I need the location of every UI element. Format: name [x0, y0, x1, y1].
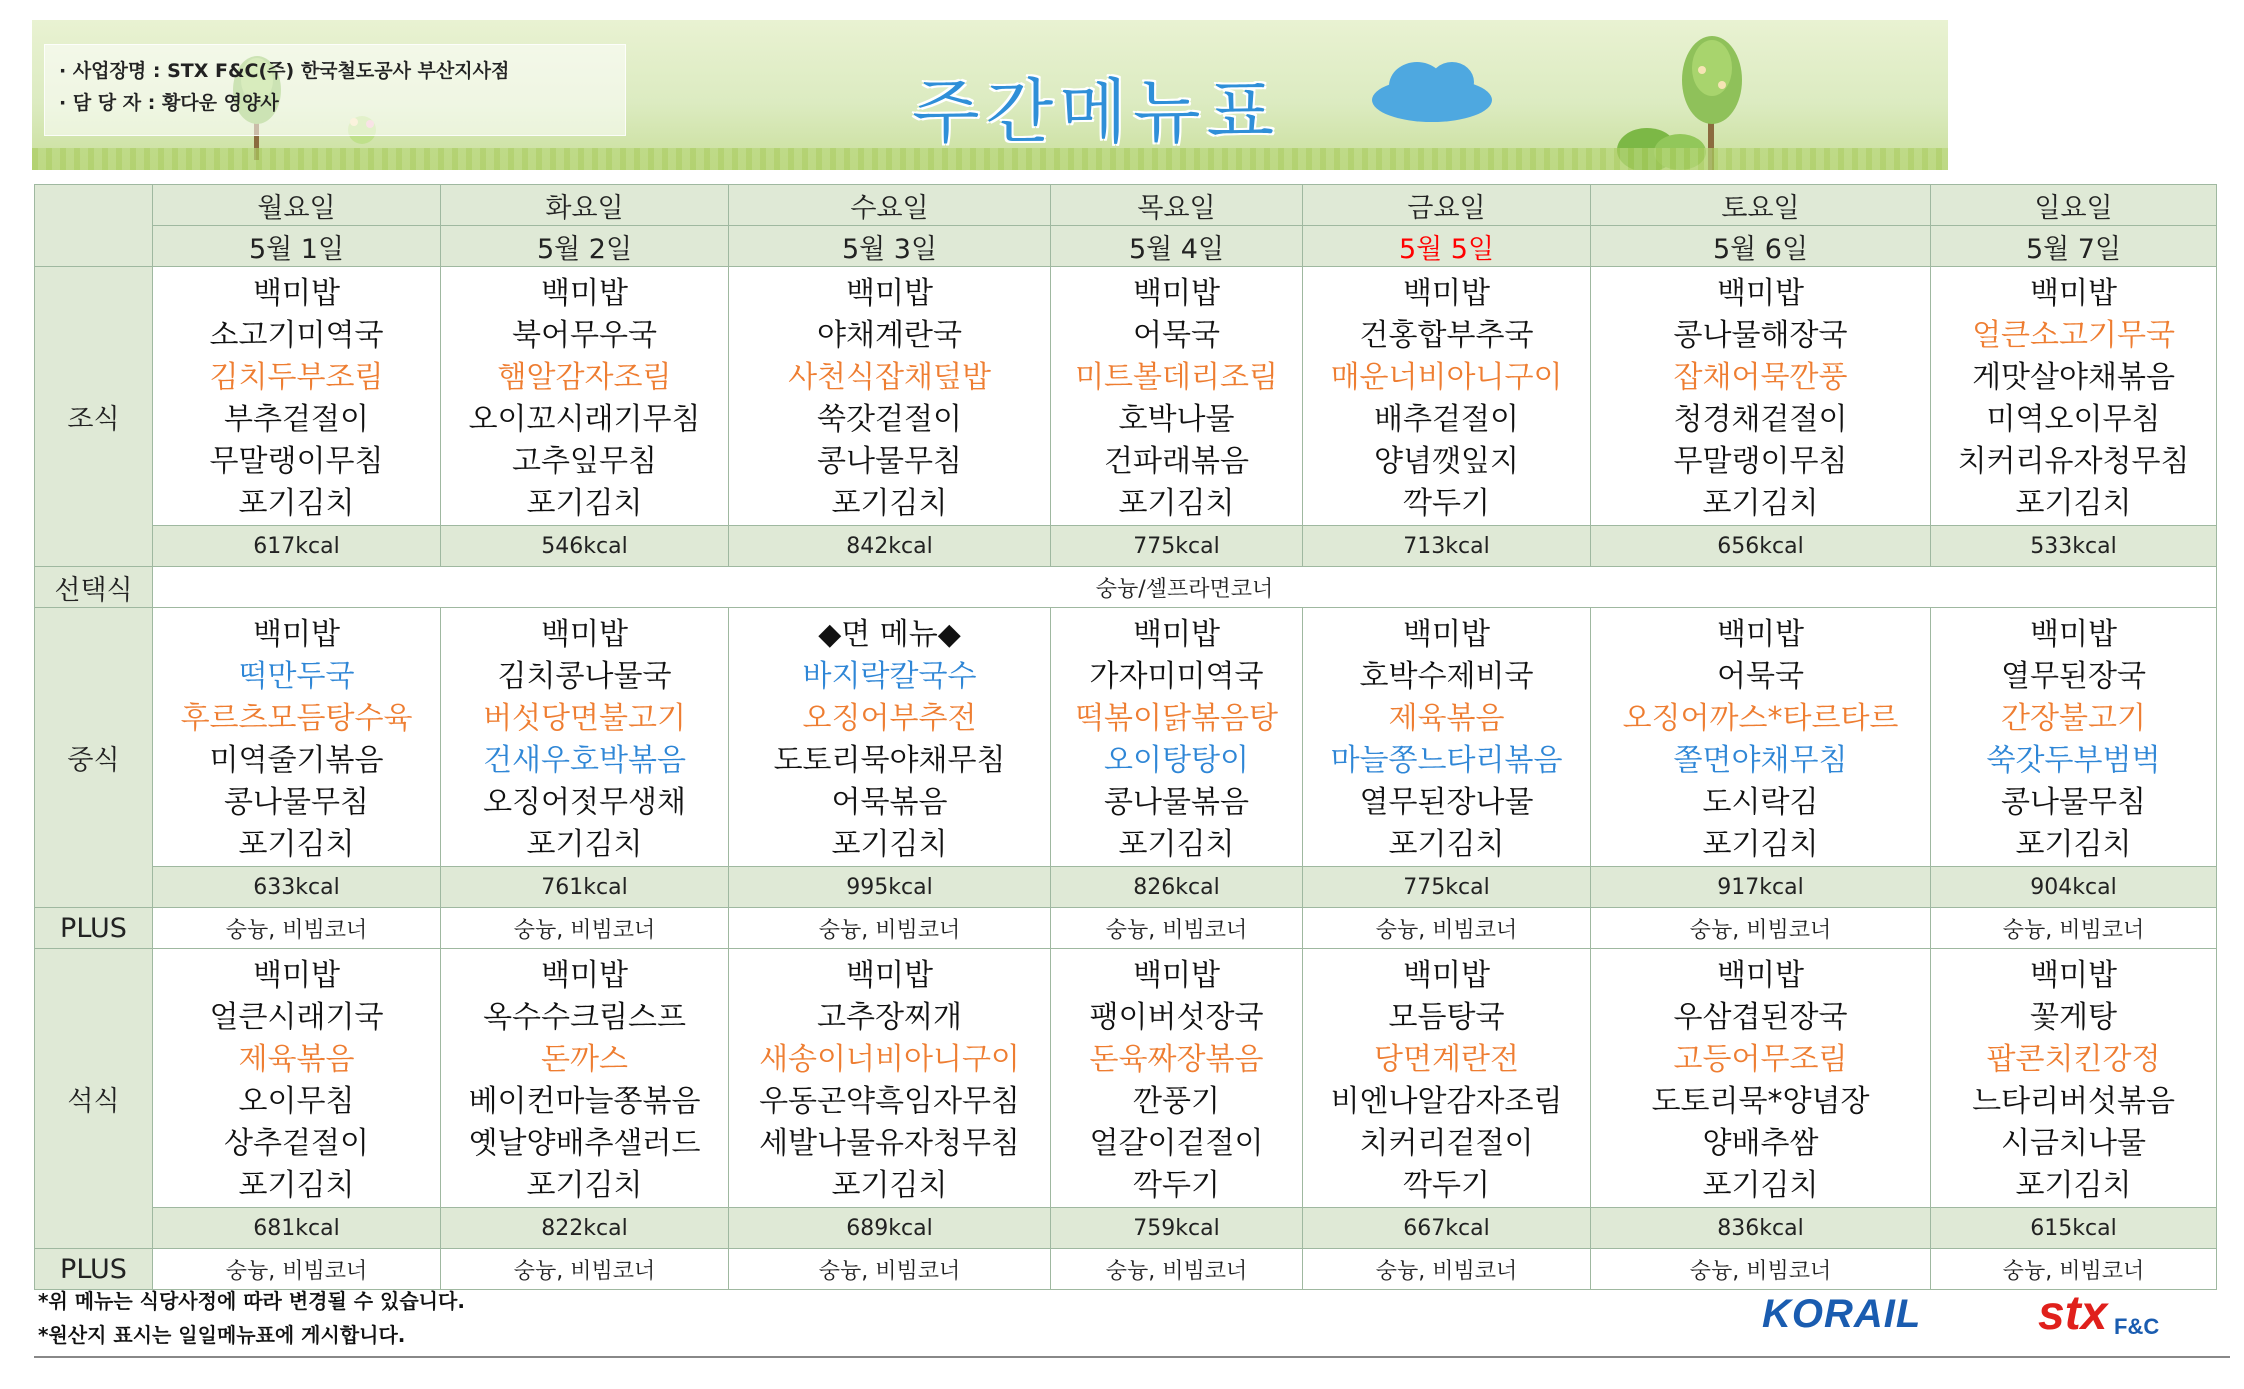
- menu-cell-lunch: [1591, 608, 1931, 867]
- stx-logo-sub: F&C: [2114, 1314, 2160, 1339]
- menu-item: 북어무우국: [512, 318, 657, 353]
- date-text: 5월 2일: [536, 233, 633, 265]
- note-line: *위 메뉴는 식당사정에 따라 변경될 수 있습니다.: [38, 1289, 465, 1313]
- menu-item: 고추잎무침: [512, 444, 657, 479]
- calorie-cell: 761kcal: [441, 867, 729, 908]
- plus-cell: 숭늉, 비빔코너: [1303, 908, 1591, 949]
- corner-cell: [35, 185, 153, 267]
- cloud-illustration: [1362, 48, 1502, 128]
- menu-item: 어묵볶음: [831, 785, 948, 820]
- menu-cell-dinner: [153, 949, 441, 1208]
- menu-item: 옥수수크림스프: [483, 1000, 686, 1035]
- menu-cell-dinner: [1303, 949, 1591, 1208]
- calorie-cell: 533kcal: [1931, 526, 2217, 567]
- menu-item: 얼갈이겉절이: [1089, 1126, 1264, 1161]
- day-name: 월요일: [153, 185, 441, 226]
- business-name: · 사업장명 : STX F&C(주) 한국철도공사 부산지사점: [59, 60, 510, 82]
- menu-item: 오징어까스*타르타르: [1622, 701, 1899, 736]
- menu-item: 가자미미역국: [1089, 659, 1264, 694]
- calorie-cell: 759kcal: [1051, 1208, 1303, 1249]
- menu-cell-dinner: [1931, 949, 2217, 1208]
- row-label-select: 선택식: [35, 567, 153, 608]
- footer-divider: [34, 1356, 2230, 1358]
- menu-item: 백미밥: [1133, 958, 1220, 993]
- menu-item: 깍두기: [1403, 486, 1490, 521]
- weekly-menu-table: [34, 184, 2217, 1290]
- calorie-cell: 822kcal: [441, 1208, 729, 1249]
- row-label-dinner: 석식: [35, 949, 153, 1249]
- menu-item: 치커리겉절이: [1359, 1126, 1534, 1161]
- menu-item: 포기김치: [526, 486, 643, 521]
- menu-cell-lunch: [441, 608, 729, 867]
- menu-item: ◆면 메뉴◆: [818, 617, 961, 652]
- calorie-cell: 904kcal: [1931, 867, 2217, 908]
- menu-item: 콩나물무침: [224, 785, 369, 820]
- date-text: 5월 5일: [1398, 233, 1495, 265]
- day-date: [729, 226, 1051, 267]
- header-banner: [32, 20, 1948, 170]
- plus-cell: 숭늉, 비빔코너: [153, 1249, 441, 1290]
- menu-item: 당면계란전: [1374, 1042, 1519, 1077]
- page-title: 주간메뉴표: [912, 71, 1281, 153]
- day-date: [153, 226, 441, 267]
- date-text: 5월 6일: [1712, 233, 1809, 265]
- menu-cell-breakfast: [729, 267, 1051, 526]
- menu-item: 백미밥: [846, 276, 933, 311]
- menu-item: 백미밥: [1133, 617, 1220, 652]
- menu-item: 포기김치: [238, 1168, 355, 1203]
- menu-item: 버섯당면불고기: [483, 701, 686, 736]
- menu-cell-dinner: [441, 949, 729, 1208]
- menu-item: 포기김치: [1118, 486, 1235, 521]
- menu-item: 열무된장나물: [1359, 785, 1534, 820]
- menu-item: 세발나물유자청무침: [759, 1126, 1020, 1161]
- menu-cell-lunch: [153, 608, 441, 867]
- menu-item: 백미밥: [846, 958, 933, 993]
- menu-item: 양배추쌈: [1702, 1126, 1819, 1161]
- day-name: 수요일: [729, 185, 1051, 226]
- menu-item: 떡만두국: [238, 659, 355, 694]
- menu-item: 옛날양배추샐러드: [468, 1126, 701, 1161]
- menu-item: 포기김치: [1702, 827, 1819, 862]
- plus-cell: 숭늉, 비빔코너: [441, 908, 729, 949]
- menu-cell-breakfast: [1303, 267, 1591, 526]
- menu-item: 포기김치: [1388, 827, 1505, 862]
- menu-item: 백미밥: [2030, 617, 2117, 652]
- menu-item: 도토리묵*양념장: [1651, 1084, 1870, 1119]
- selection-cell: 숭늉/셀프라면코너: [153, 567, 2217, 608]
- menu-item: 어묵국: [1133, 318, 1220, 353]
- menu-item: 비엔나알감자조림: [1330, 1084, 1563, 1119]
- menu-item: 모듬탕국: [1388, 1000, 1505, 1035]
- menu-cell-breakfast: [1591, 267, 1931, 526]
- plus-cell: 숭늉, 비빔코너: [1051, 908, 1303, 949]
- calorie-cell: 681kcal: [153, 1208, 441, 1249]
- calorie-cell: 656kcal: [1591, 526, 1931, 567]
- menu-item: 오징어젓무생채: [483, 785, 686, 820]
- menu-item: 건새우호박볶음: [483, 743, 686, 778]
- menu-item: 상추겉절이: [224, 1126, 369, 1161]
- menu-item: 베이컨마늘쫑볶음: [468, 1084, 701, 1119]
- menu-item: 부추겉절이: [224, 402, 369, 437]
- menu-item: 고등어무조림: [1673, 1042, 1848, 1077]
- date-text: 5월 3일: [841, 233, 938, 265]
- menu-item: 포기김치: [831, 1168, 948, 1203]
- day-name: 토요일: [1591, 185, 1931, 226]
- menu-item: 우삼겹된장국: [1673, 1000, 1848, 1035]
- menu-item: 포기김치: [831, 486, 948, 521]
- menu-item: 콩나물해장국: [1673, 318, 1848, 353]
- plus-cell: 숭늉, 비빔코너: [1591, 1249, 1931, 1290]
- menu-cell-dinner: [1591, 949, 1931, 1208]
- menu-item: 오징어부추전: [802, 701, 977, 736]
- menu-item: 깍두기: [1403, 1168, 1490, 1203]
- manager-name: · 담 당 자 : 황다운 영양사: [59, 92, 279, 114]
- menu-item: 양념깻잎지: [1374, 444, 1519, 479]
- menu-item: 포기김치: [1118, 827, 1235, 862]
- menu-item: 얼큰소고기무국: [1972, 318, 2175, 353]
- day-date: [1591, 226, 1931, 267]
- menu-item: 호박수제비국: [1359, 659, 1534, 694]
- menu-item: 마늘쫑느타리볶음: [1330, 743, 1563, 778]
- menu-item: 백미밥: [253, 958, 340, 993]
- menu-item: 사천식잡채덮밥: [788, 360, 991, 395]
- menu-item: 포기김치: [2015, 1168, 2132, 1203]
- menu-item: 쑥갓겉절이: [817, 402, 962, 437]
- menu-item: 꽃게탕: [2030, 1000, 2117, 1035]
- menu-cell-breakfast: [441, 267, 729, 526]
- menu-item: 포기김치: [1702, 1168, 1819, 1203]
- plus-cell: 숭늉, 비빔코너: [1303, 1249, 1591, 1290]
- day-name: 화요일: [441, 185, 729, 226]
- day-name: 금요일: [1303, 185, 1591, 226]
- calorie-cell: 775kcal: [1051, 526, 1303, 567]
- menu-item: 백미밥: [1403, 276, 1490, 311]
- menu-item: 포기김치: [1702, 486, 1819, 521]
- stx-logo: stx: [2038, 1287, 2108, 1340]
- calorie-cell: 615kcal: [1931, 1208, 2217, 1249]
- menu-item: 쫄면야채무침: [1673, 743, 1848, 778]
- menu-item: 팝콘치킨강정: [1986, 1042, 2161, 1077]
- menu-item: 백미밥: [1403, 617, 1490, 652]
- menu-cell-dinner: [729, 949, 1051, 1208]
- menu-item: 미트볼데리조림: [1075, 360, 1278, 395]
- day-name: 목요일: [1051, 185, 1303, 226]
- menu-item: 햄알감자조림: [497, 360, 672, 395]
- menu-item: 포기김치: [238, 827, 355, 862]
- calorie-cell: 546kcal: [441, 526, 729, 567]
- menu-item: 후르츠모듬탕수육: [180, 701, 413, 736]
- menu-item: 백미밥: [541, 617, 628, 652]
- menu-item: 무말랭이무침: [209, 444, 384, 479]
- menu-item: 건파래볶음: [1104, 444, 1249, 479]
- menu-item: 미역줄기볶음: [209, 743, 384, 778]
- menu-item: 백미밥: [541, 958, 628, 993]
- menu-item: 우동곤약흑임자무침: [759, 1084, 1020, 1119]
- menu-cell-lunch: [1931, 608, 2217, 867]
- menu-item: 호박나물: [1118, 402, 1235, 437]
- calorie-cell: 826kcal: [1051, 867, 1303, 908]
- row-label-lunch: 중식: [35, 608, 153, 908]
- calorie-cell: 842kcal: [729, 526, 1051, 567]
- menu-item: 바지락칼국수: [802, 659, 977, 694]
- menu-cell-lunch: [1303, 608, 1591, 867]
- calorie-cell: 617kcal: [153, 526, 441, 567]
- menu-item: 백미밥: [1717, 617, 1804, 652]
- menu-item: 콩나물무침: [817, 444, 962, 479]
- menu-item: 백미밥: [541, 276, 628, 311]
- note-line: *원산지 표시는 일일메뉴표에 게시합니다.: [38, 1323, 406, 1347]
- plus-cell: 숭늉, 비빔코너: [1931, 908, 2217, 949]
- menu-item: 포기김치: [526, 1168, 643, 1203]
- menu-item: 깐풍기: [1133, 1084, 1220, 1119]
- menu-item: 떡볶이닭볶음탕: [1075, 701, 1278, 736]
- plus-cell: 숭늉, 비빔코너: [441, 1249, 729, 1290]
- menu-cell-breakfast: [153, 267, 441, 526]
- menu-item: 무말랭이무침: [1673, 444, 1848, 479]
- day-date: [1931, 226, 2217, 267]
- menu-item: 백미밥: [2030, 276, 2117, 311]
- menu-item: 김치두부조림: [209, 360, 384, 395]
- menu-item: 도토리묵야채무침: [773, 743, 1006, 778]
- plus-cell: 숭늉, 비빔코너: [1931, 1249, 2217, 1290]
- menu-cell-dinner: [1051, 949, 1303, 1208]
- menu-item: 김치콩나물국: [497, 659, 672, 694]
- menu-item: 제육볶음: [238, 1042, 355, 1077]
- calorie-cell: 836kcal: [1591, 1208, 1931, 1249]
- menu-item: 건홍합부추국: [1359, 318, 1534, 353]
- day-date: [1051, 226, 1303, 267]
- menu-item: 백미밥: [1717, 958, 1804, 993]
- day-date: [1303, 226, 1591, 267]
- menu-item: 어묵국: [1717, 659, 1804, 694]
- menu-item: 소고기미역국: [209, 318, 384, 353]
- notes: [38, 1284, 465, 1352]
- menu-item: 도시락김: [1702, 785, 1819, 820]
- menu-item: 포기김치: [238, 486, 355, 521]
- row-label-breakfast: 조식: [35, 267, 153, 567]
- menu-item: 배추겉절이: [1374, 402, 1519, 437]
- menu-item: 콩나물볶음: [1104, 785, 1249, 820]
- menu-item: 백미밥: [1133, 276, 1220, 311]
- calorie-cell: 995kcal: [729, 867, 1051, 908]
- day-name: 일요일: [1931, 185, 2217, 226]
- menu-item: 돈까스: [541, 1042, 628, 1077]
- calorie-cell: 775kcal: [1303, 867, 1591, 908]
- menu-item: 깍두기: [1133, 1168, 1220, 1203]
- row-label-plus: PLUS: [35, 1249, 153, 1290]
- menu-item: 돈육짜장볶음: [1089, 1042, 1264, 1077]
- row-label-plus: PLUS: [35, 908, 153, 949]
- menu-item: 오이탕탕이: [1104, 743, 1249, 778]
- menu-cell-breakfast: [1051, 267, 1303, 526]
- menu-item: 열무된장국: [2001, 659, 2146, 694]
- plus-cell: 숭늉, 비빔코너: [729, 1249, 1051, 1290]
- menu-item: 얼큰시래기국: [209, 1000, 384, 1035]
- plus-cell: 숭늉, 비빔코너: [1051, 1249, 1303, 1290]
- menu-item: 게맛살야채볶음: [1972, 360, 2175, 395]
- menu-item: 포기김치: [831, 827, 948, 862]
- menu-item: 미역오이무침: [1986, 402, 2161, 437]
- menu-item: 잡채어묵깐풍: [1673, 360, 1848, 395]
- menu-item: 포기김치: [2015, 827, 2132, 862]
- menu-item: 시금치나물: [2001, 1126, 2146, 1161]
- menu-item: 백미밥: [253, 276, 340, 311]
- menu-item: 쑥갓두부범벅: [1986, 743, 2161, 778]
- calorie-cell: 689kcal: [729, 1208, 1051, 1249]
- plus-cell: 숭늉, 비빔코너: [153, 908, 441, 949]
- menu-item: 야채계란국: [817, 318, 962, 353]
- menu-item: 팽이버섯장국: [1089, 1000, 1264, 1035]
- menu-item: 치커리유자청무침: [1957, 444, 2190, 479]
- menu-item: 콩나물무침: [2001, 785, 2146, 820]
- korail-logo: KORAIL: [1762, 1292, 1922, 1336]
- date-text: 5월 7일: [2025, 233, 2122, 265]
- menu-item: 고추장찌개: [817, 1000, 962, 1035]
- calorie-cell: 667kcal: [1303, 1208, 1591, 1249]
- calorie-cell: 633kcal: [153, 867, 441, 908]
- menu-item: 백미밥: [1717, 276, 1804, 311]
- menu-item: 새송이너비아니구이: [759, 1042, 1020, 1077]
- menu-cell-lunch: [1051, 608, 1303, 867]
- menu-item: 청경채겉절이: [1673, 402, 1848, 437]
- plus-cell: 숭늉, 비빔코너: [729, 908, 1051, 949]
- menu-item: 매운너비아니구이: [1330, 360, 1563, 395]
- info-box: [44, 44, 626, 136]
- menu-item: 백미밥: [253, 617, 340, 652]
- date-text: 5월 1일: [248, 233, 345, 265]
- calorie-cell: 917kcal: [1591, 867, 1931, 908]
- menu-item: 백미밥: [2030, 958, 2117, 993]
- menu-cell-breakfast: [1931, 267, 2217, 526]
- menu-item: 오이꼬시래기무침: [468, 402, 701, 437]
- date-text: 5월 4일: [1128, 233, 1225, 265]
- menu-item: 간장불고기: [2001, 701, 2146, 736]
- day-date: [441, 226, 729, 267]
- menu-cell-lunch: [729, 608, 1051, 867]
- plus-cell: 숭늉, 비빔코너: [1591, 908, 1931, 949]
- calorie-cell: 713kcal: [1303, 526, 1591, 567]
- menu-item: 느타리버섯볶음: [1972, 1084, 2175, 1119]
- menu-item: 오이무침: [238, 1084, 355, 1119]
- menu-item: 제육볶음: [1388, 701, 1505, 736]
- menu-item: 백미밥: [1403, 958, 1490, 993]
- menu-item: 포기김치: [526, 827, 643, 862]
- menu-item: 포기김치: [2015, 486, 2132, 521]
